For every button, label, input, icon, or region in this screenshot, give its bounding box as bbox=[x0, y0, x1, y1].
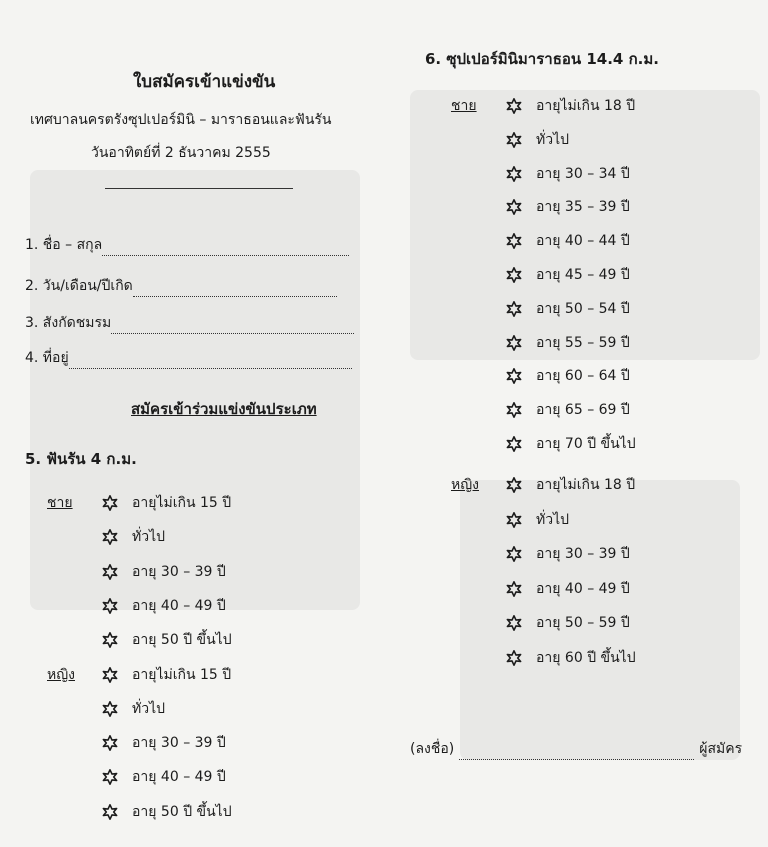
star-checkbox-icon[interactable] bbox=[506, 512, 522, 528]
star-checkbox-icon[interactable] bbox=[506, 335, 522, 351]
signature-suffix: ผู้สมัคร bbox=[699, 741, 743, 757]
age-option-label: อายุไม่เกิน 18 ปี bbox=[536, 98, 636, 114]
age-option-row bbox=[47, 698, 165, 720]
star-checkbox-icon[interactable] bbox=[102, 632, 118, 648]
age-option-label: อายุ 45 – 49 ปี bbox=[536, 267, 630, 283]
club-field-line[interactable] bbox=[111, 321, 354, 334]
age-option-label: อายุไม่เกิน 15 ปี bbox=[132, 666, 232, 683]
age-option-label: อายุ 35 – 39 ปี bbox=[536, 199, 630, 216]
mini-marathon-heading: 6. ซุปเปอร์มินิมาราธอน 14.4 ก.ม. bbox=[425, 50, 659, 68]
age-option-label: อายุ 40 – 44 ปี bbox=[536, 233, 630, 250]
age-option-row bbox=[451, 163, 630, 185]
age-option-row bbox=[451, 578, 630, 600]
age-option-label: อายุ 55 – 59 ปี bbox=[536, 334, 630, 351]
age-option-row bbox=[47, 595, 226, 617]
age-option-label: อายุ 50 ปี ขึ้นไป bbox=[132, 632, 232, 649]
age-option-label: อายุ 30 – 34 ปี bbox=[536, 165, 630, 182]
fun-run-heading: 5. ฟันรัน 4 ก.ม. bbox=[25, 450, 137, 468]
age-option-row bbox=[451, 612, 630, 634]
age-option-row bbox=[47, 492, 231, 514]
age-option-label: ทั่วไป bbox=[536, 511, 570, 528]
gender-label: ชาย bbox=[47, 495, 73, 511]
star-checkbox-icon[interactable] bbox=[102, 769, 118, 785]
birthdate-field[interactable] bbox=[25, 275, 337, 297]
name-field-label: 1. ชื่อ – สกุล bbox=[25, 237, 103, 253]
event-date: วันอาทิตย์ที่ 2 ธันวาคม 2555 bbox=[91, 145, 271, 161]
star-checkbox-icon[interactable] bbox=[102, 598, 118, 614]
age-option-label: ทั่วไป bbox=[132, 529, 166, 546]
name-field[interactable] bbox=[25, 234, 349, 256]
age-option-row bbox=[451, 433, 636, 455]
address-field[interactable] bbox=[25, 347, 352, 369]
age-option-row bbox=[451, 509, 569, 531]
star-checkbox-icon[interactable] bbox=[506, 132, 522, 148]
age-option-label: อายุ 60 – 64 ปี bbox=[536, 368, 630, 385]
age-option-row bbox=[451, 230, 630, 252]
name-field-line[interactable] bbox=[102, 243, 349, 256]
age-option-row bbox=[47, 561, 226, 583]
age-option-row bbox=[451, 647, 636, 669]
age-option-row bbox=[47, 664, 231, 686]
age-option-label: อายุ 30 – 39 ปี bbox=[536, 546, 630, 562]
star-checkbox-icon[interactable] bbox=[102, 804, 118, 820]
club-field-label: 3. สังกัดชมรม bbox=[25, 315, 112, 331]
star-checkbox-icon[interactable] bbox=[506, 650, 522, 666]
age-option-label: อายุไม่เกิน 18 ปี bbox=[536, 477, 636, 493]
age-option-row bbox=[47, 629, 232, 651]
star-checkbox-icon[interactable] bbox=[506, 267, 522, 283]
age-option-row bbox=[451, 196, 630, 218]
star-checkbox-icon[interactable] bbox=[102, 564, 118, 580]
signature-line bbox=[410, 738, 742, 760]
age-option-label: อายุ 40 – 49 ปี bbox=[536, 580, 630, 597]
age-option-row bbox=[47, 732, 226, 754]
star-checkbox-icon[interactable] bbox=[506, 368, 522, 384]
star-checkbox-icon[interactable] bbox=[506, 199, 522, 215]
gender-label: หญิง bbox=[451, 477, 479, 493]
star-checkbox-icon[interactable] bbox=[506, 166, 522, 182]
birthdate-field-label: 2. วัน/เดือน/ปีเกิด bbox=[25, 278, 133, 294]
age-option-label: อายุ 30 – 39 ปี bbox=[132, 563, 226, 580]
age-option-label: ทั่วไป bbox=[132, 700, 166, 717]
age-option-label: อายุ 60 ปี ขึ้นไป bbox=[536, 649, 636, 666]
star-checkbox-icon[interactable] bbox=[506, 402, 522, 418]
gender-label: หญิง bbox=[47, 666, 75, 683]
age-option-label: อายุ 30 – 39 ปี bbox=[132, 735, 226, 752]
age-option-row bbox=[451, 399, 630, 421]
age-option-row bbox=[451, 474, 635, 496]
age-option-row bbox=[451, 129, 569, 151]
star-checkbox-icon[interactable] bbox=[102, 667, 118, 683]
star-checkbox-icon[interactable] bbox=[506, 233, 522, 249]
age-option-row bbox=[47, 766, 226, 788]
age-option-label: อายุ 50 ปี ขึ้นไป bbox=[132, 803, 232, 820]
age-option-label: อายุ 40 – 49 ปี bbox=[132, 597, 226, 614]
age-option-label: อายุไม่เกิน 15 ปี bbox=[132, 495, 232, 511]
star-checkbox-icon[interactable] bbox=[506, 615, 522, 631]
star-checkbox-icon[interactable] bbox=[506, 546, 522, 562]
title-divider bbox=[105, 188, 293, 189]
age-option-row bbox=[47, 526, 165, 548]
age-option-label: อายุ 70 ปี ขึ้นไป bbox=[536, 436, 636, 452]
star-checkbox-icon[interactable] bbox=[102, 735, 118, 751]
star-checkbox-icon[interactable] bbox=[102, 529, 118, 545]
signature-input-line[interactable] bbox=[459, 747, 694, 760]
age-option-label: อายุ 40 – 49 ปี bbox=[132, 769, 226, 786]
star-checkbox-icon[interactable] bbox=[506, 581, 522, 597]
category-heading: สมัครเข้าร่วมแข่งขันประเภท bbox=[131, 400, 317, 418]
age-option-row bbox=[47, 801, 232, 823]
gender-label: ชาย bbox=[451, 98, 477, 114]
signature-prefix: (ลงชื่อ) bbox=[410, 741, 455, 757]
age-option-row bbox=[451, 95, 635, 117]
age-option-label: อายุ 50 – 54 ปี bbox=[536, 300, 630, 317]
address-field-label: 4. ที่อยู่ bbox=[25, 350, 69, 366]
birthdate-field-line[interactable] bbox=[133, 284, 337, 297]
star-checkbox-icon[interactable] bbox=[506, 436, 522, 452]
age-option-label: ทั่วไป bbox=[536, 131, 570, 148]
star-checkbox-icon[interactable] bbox=[506, 477, 522, 493]
age-option-row bbox=[451, 543, 630, 565]
form-title: ใบสมัครเข้าแข่งขัน bbox=[133, 72, 276, 92]
age-option-row bbox=[451, 332, 630, 354]
age-option-row bbox=[451, 298, 630, 320]
age-option-label: อายุ 50 – 59 ปี bbox=[536, 615, 630, 631]
star-checkbox-icon[interactable] bbox=[102, 495, 118, 511]
star-checkbox-icon[interactable] bbox=[506, 301, 522, 317]
star-checkbox-icon[interactable] bbox=[506, 98, 522, 114]
age-option-row bbox=[451, 365, 630, 387]
star-checkbox-icon[interactable] bbox=[102, 701, 118, 717]
age-option-label: อายุ 65 – 69 ปี bbox=[536, 402, 630, 419]
event-organizer: เทศบาลนครตรังซุปเปอร์มินิ – มาราธอนและฟันรัน bbox=[30, 112, 332, 128]
address-field-line[interactable] bbox=[69, 356, 352, 369]
club-field[interactable] bbox=[25, 312, 354, 334]
age-option-row bbox=[451, 264, 630, 286]
